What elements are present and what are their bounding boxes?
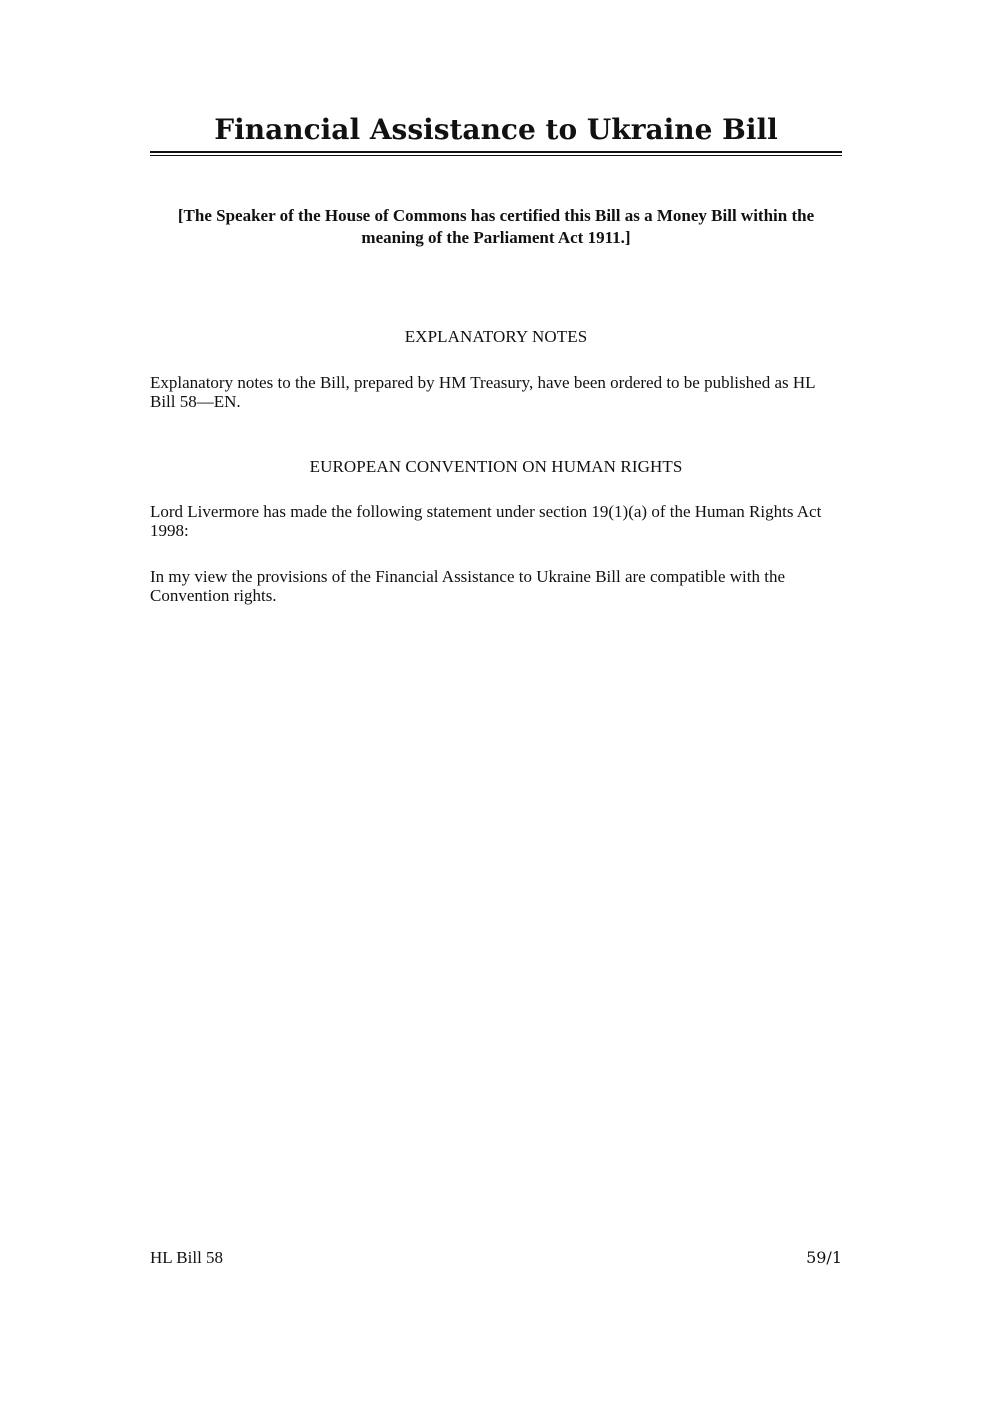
footer-page-reference: 59/1 bbox=[806, 1248, 842, 1267]
echr-statement: Lord Livermore has made the following statement under section 19(1)(a) of the Human Rights Act 1998: bbox=[150, 502, 822, 540]
explanatory-notes-text: Explanatory notes to the Bill, prepared by HM Treasury, have been ordered to be published as HL Bill 58—EN. bbox=[150, 373, 815, 411]
page-footer bbox=[150, 1247, 842, 1269]
title-double-rule bbox=[150, 151, 842, 156]
money-bill-certificate: [The Speaker of the House of Commons has certified this Bill as a Money Bill within the meaning of the Parliament Act 1911.] bbox=[177, 206, 815, 247]
echr-compatibility-view: In my view the provisions of the Financial Assistance to Ukraine Bill are compatible with the Convention rights. bbox=[150, 567, 786, 605]
bill-title: Financial Assistance to Ukraine Bill bbox=[214, 113, 778, 146]
explanatory-notes-heading: EXPLANATORY NOTES bbox=[404, 327, 588, 346]
echr-heading: EUROPEAN CONVENTION ON HUMAN RIGHTS bbox=[309, 457, 683, 476]
document-page bbox=[150, 0, 842, 1401]
footer-bill-reference: HL Bill 58 bbox=[150, 1248, 224, 1267]
